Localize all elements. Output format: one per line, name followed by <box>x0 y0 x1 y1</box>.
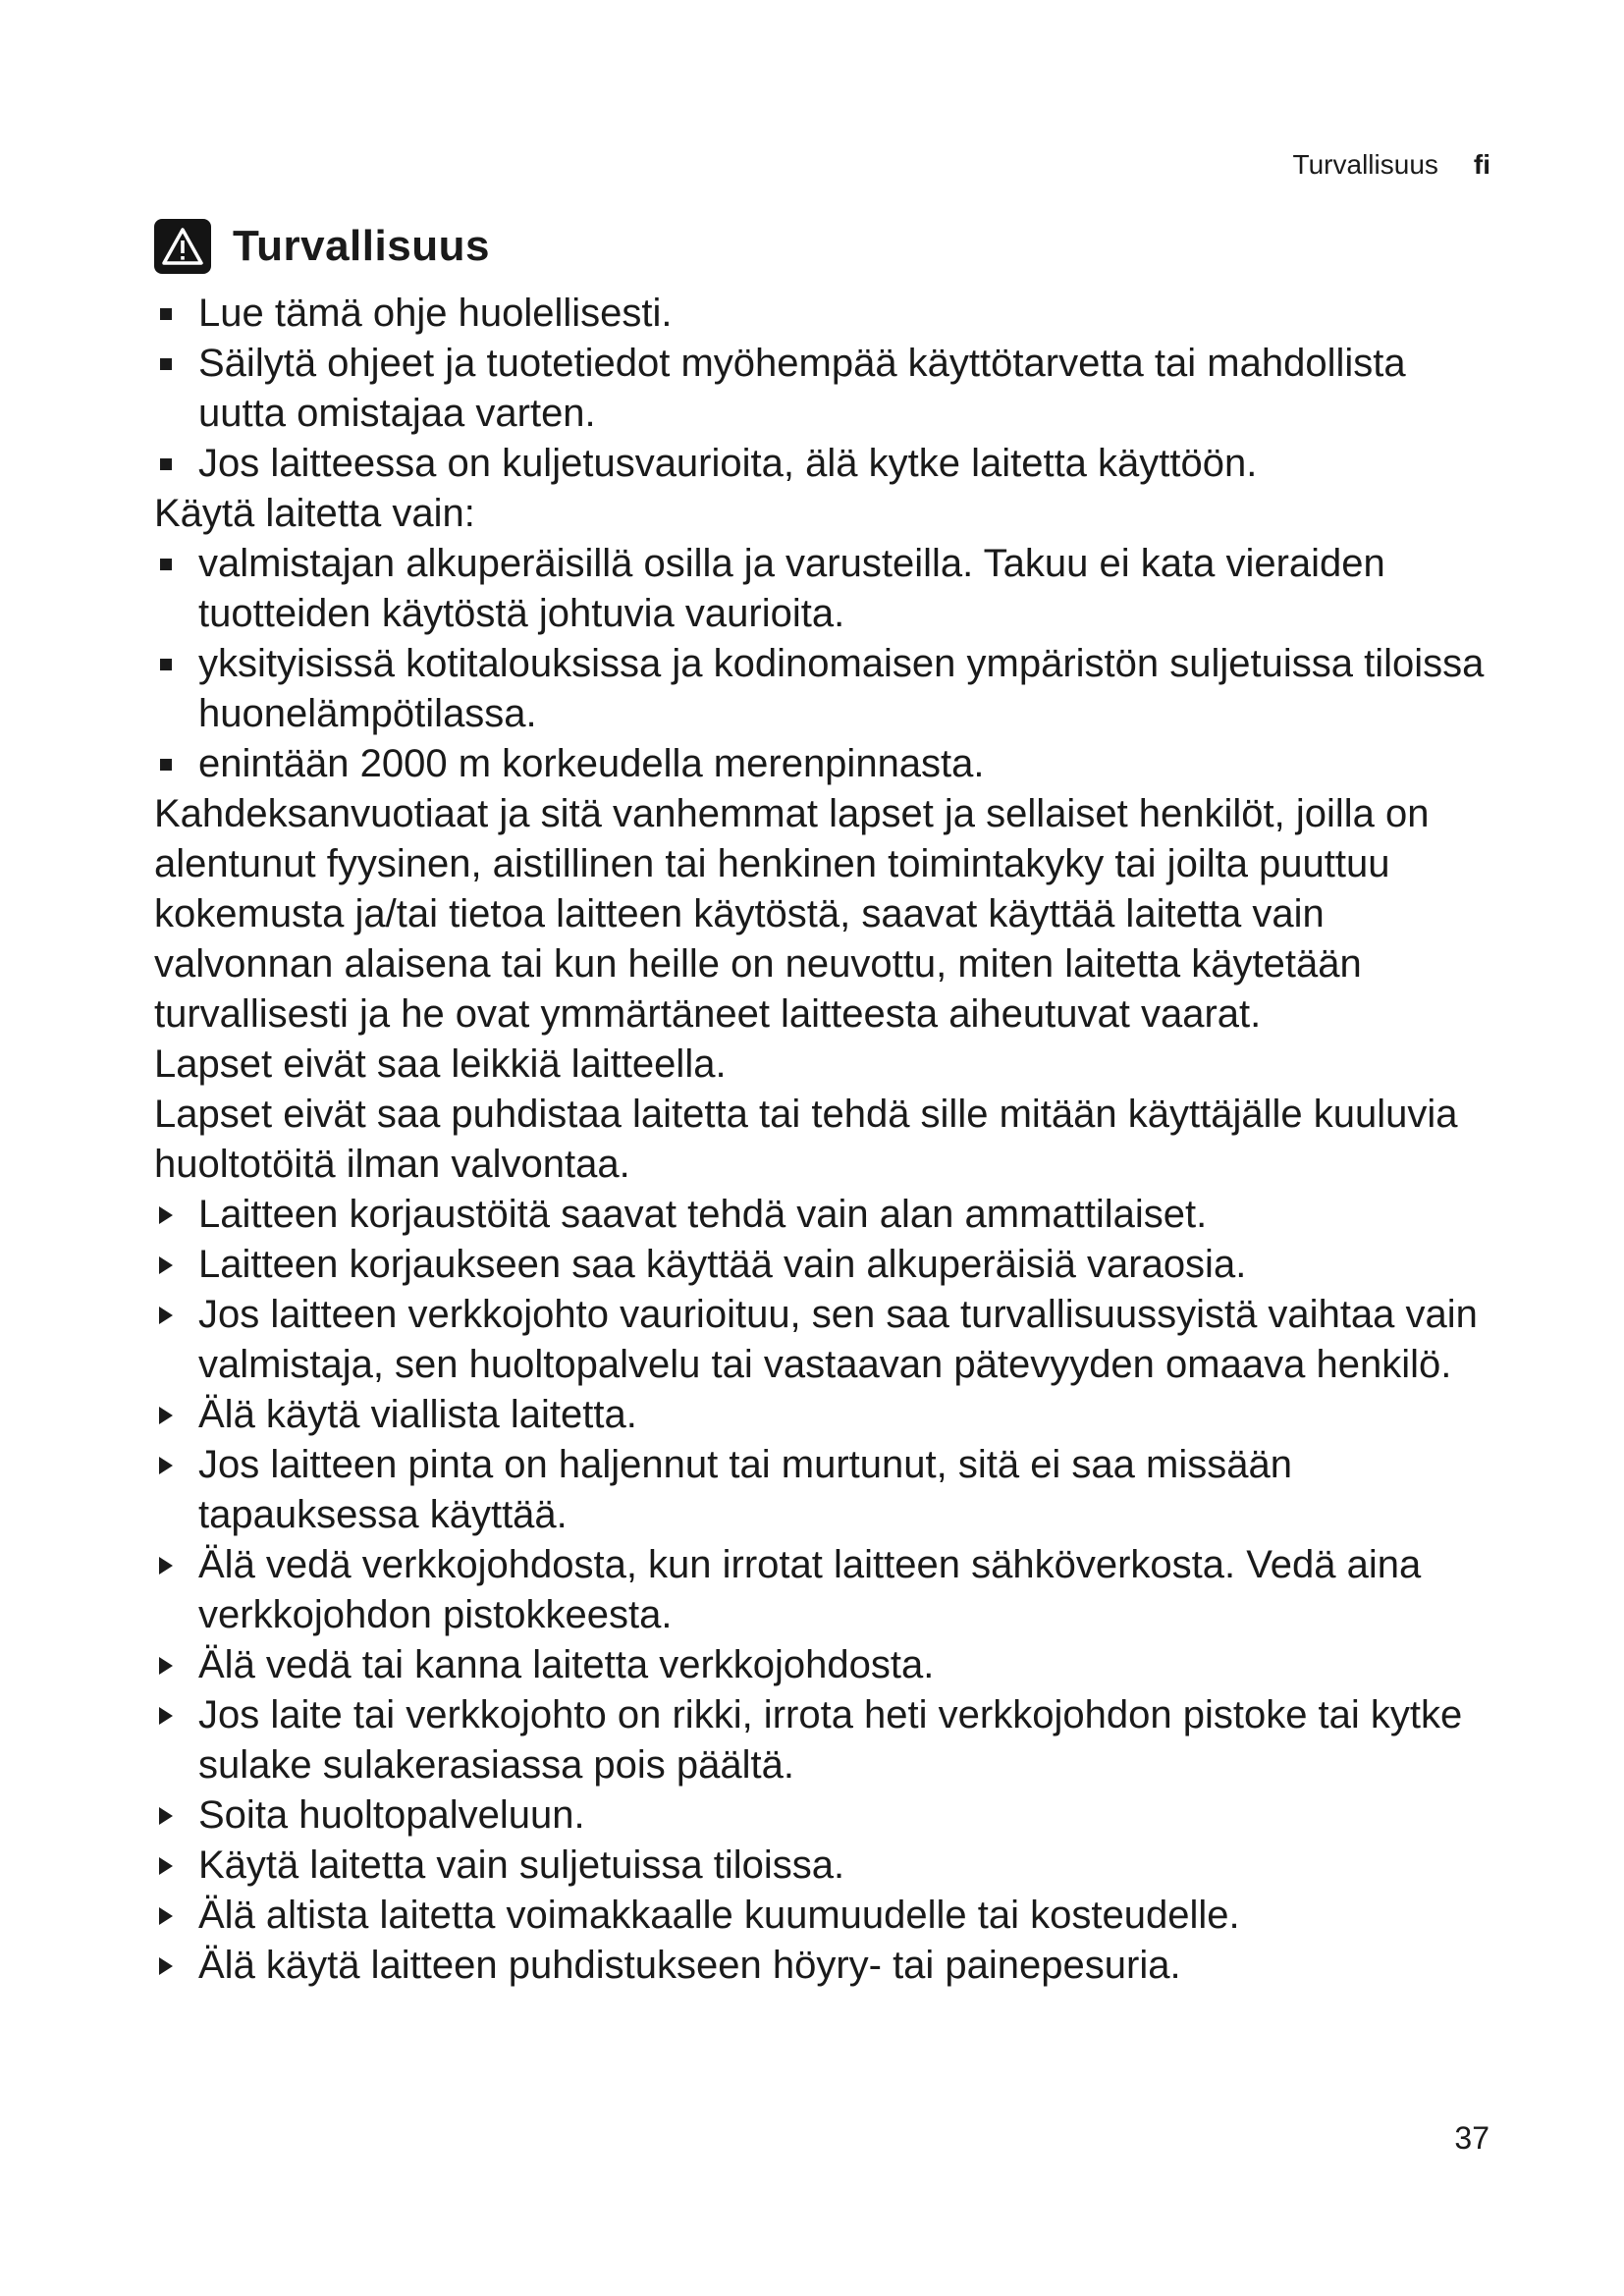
square-bullet-icon <box>154 439 198 489</box>
page-number: 37 <box>1454 2120 1489 2156</box>
paragraph: Lapset eivät saa puhdistaa laitetta tai tehdä sille mitään käyttäjälle kuuluvia huoltotöitä ilman valvontaa. <box>154 1093 1458 1186</box>
arrow-bullet-icon <box>154 1790 198 1841</box>
arrow-bullet-icon <box>154 1540 198 1640</box>
list-item-text: Älä käytä viallista laitetta. <box>198 1393 637 1436</box>
use-list <box>154 539 1499 789</box>
list-item-text: Älä vedä verkkojohdosta, kun irrotat laitteen sähköverkosta. Vedä aina verkkojohdon pistokkeesta. <box>198 1543 1422 1636</box>
list-item <box>154 739 1499 789</box>
list-item-text: Älä altista laitetta voimakkaalle kuumuudelle tai kosteudelle. <box>198 1894 1240 1937</box>
running-header <box>1293 149 1490 181</box>
arrow-bullet-icon <box>154 1690 198 1790</box>
use-heading: Käytä laitetta vain: <box>154 492 475 535</box>
square-bullet-icon <box>154 739 198 789</box>
square-bullet-icon <box>154 639 198 739</box>
list-item <box>154 1540 1499 1640</box>
arrow-bullet-icon <box>154 1390 198 1440</box>
square-bullet-icon <box>154 539 198 639</box>
list-item <box>154 639 1499 739</box>
square-bullet-icon <box>154 289 198 339</box>
header-section: Turvallisuus <box>1292 149 1438 180</box>
list-item <box>154 1290 1499 1390</box>
list-item <box>154 289 1499 339</box>
list-item <box>154 1891 1499 1941</box>
section-title <box>154 218 1499 275</box>
list-item <box>154 1941 1499 1991</box>
list-item-text: Lue tämä ohje huolellisesti. <box>198 292 673 335</box>
page-title: Turvallisuus <box>233 222 490 270</box>
arrow-bullet-icon <box>154 1640 198 1690</box>
arrow-bullet-icon <box>154 1190 198 1240</box>
list-item-text: Älä käytä laitteen puhdistukseen höyry- tai painepesuria. <box>198 1944 1181 1987</box>
list-item <box>154 539 1499 639</box>
list-item-text: Jos laitteen verkkojohto vaurioituu, sen saa turvallisuussyistä vaihtaa vain valmistaja, sen huoltopalvelu tai vastaavan pätevyyden omaava henkilö. <box>198 1293 1478 1386</box>
arrow-bullet-icon <box>154 1891 198 1941</box>
arrow-bullet-icon <box>154 1290 198 1390</box>
list-item-text: Älä vedä tai kanna laitetta verkkojohdosta. <box>198 1643 935 1686</box>
arrow-bullet-icon <box>154 1841 198 1891</box>
list-item <box>154 439 1499 489</box>
list-item-text: Laitteen korjaustöitä saavat tehdä vain alan ammattilaiset. <box>198 1193 1208 1236</box>
arrow-bullet-icon <box>154 1440 198 1540</box>
list-item-text: valmistajan alkuperäisillä osilla ja varusteilla. Takuu ei kata vieraiden tuotteiden käytöstä johtuvia vaurioita. <box>198 542 1385 635</box>
list-item <box>154 1640 1499 1690</box>
list-item <box>154 1240 1499 1290</box>
paragraph: Kahdeksanvuotiaat ja sitä vanhemmat lapset ja sellaiset henkilöt, joilla on alentunut fyysinen, aistillinen tai henkinen toimintakyky tai joilta puuttuu kokemusta ja/tai tietoa laitteen käytöstä, saavat käyttää laitetta vain valvonnan alaisena tai kun heille on neuvottu, miten laitetta käytetään turvallisesti ja he ovat ymmärtäneet laitteesta aiheutuvat vaarat. <box>154 792 1430 1036</box>
arrow-bullet-icon <box>154 1941 198 1991</box>
list-item <box>154 339 1499 439</box>
list-item-text: Laitteen korjaukseen saa käyttää vain alkuperäisiä varaosia. <box>198 1243 1247 1286</box>
list-item <box>154 1390 1499 1440</box>
warning-triangle-icon <box>154 219 211 274</box>
instruction-list <box>154 1190 1499 1991</box>
list-item <box>154 1440 1499 1540</box>
list-item-text: Käytä laitetta vain suljetuissa tiloissa. <box>198 1843 845 1887</box>
arrow-bullet-icon <box>154 1240 198 1290</box>
list-item <box>154 1190 1499 1240</box>
list-item <box>154 1790 1499 1841</box>
page-content <box>154 218 1499 1991</box>
intro-list <box>154 289 1499 489</box>
list-item <box>154 1841 1499 1891</box>
list-item-text: Soita huoltopalveluun. <box>198 1793 585 1837</box>
list-item <box>154 1690 1499 1790</box>
header-language: fi <box>1473 149 1490 180</box>
paragraph: Lapset eivät saa leikkiä laitteella. <box>154 1042 727 1086</box>
square-bullet-icon <box>154 339 198 439</box>
list-item-text: Jos laite tai verkkojohto on rikki, irrota heti verkkojohdon pistoke tai kytke sulake sulakerasiassa pois päältä. <box>198 1693 1463 1787</box>
list-item-text: enintään 2000 m korkeudella merenpinnasta. <box>198 742 985 785</box>
list-item-text: Jos laitteen pinta on haljennut tai murtunut, sitä ei saa missään tapauksessa käyttää. <box>198 1443 1292 1536</box>
list-item-text: Säilytä ohjeet ja tuotetiedot myöhempää käyttötarvetta tai mahdollista uutta omistajaa varten. <box>198 342 1406 435</box>
list-item-text: Jos laitteessa on kuljetusvaurioita, älä kytke laitetta käyttöön. <box>198 442 1258 485</box>
list-item-text: yksityisissä kotitalouksissa ja kodinomaisen ympäristön suljetuissa tiloissa huonelämpötilassa. <box>198 642 1485 735</box>
